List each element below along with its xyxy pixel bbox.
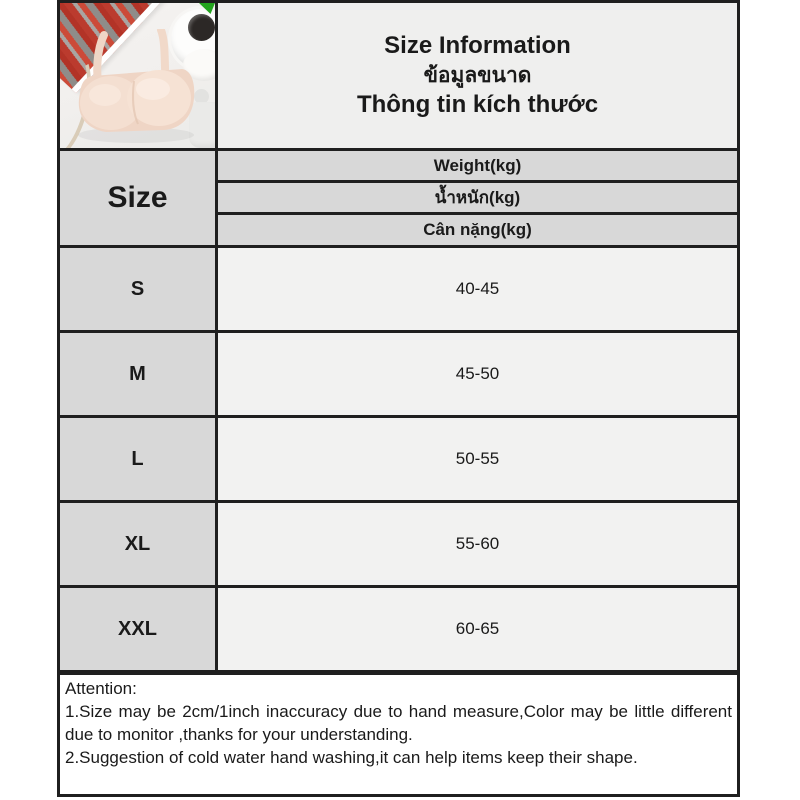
weight-value-xl: 55-60 — [217, 502, 739, 587]
bra-product-photo — [60, 3, 215, 148]
bra-illustration — [60, 29, 212, 148]
size-table — [57, 0, 740, 673]
product-photo-cell — [59, 2, 217, 150]
table-row — [59, 247, 739, 332]
size-label-l: L — [59, 417, 217, 502]
weight-header-th: น้ำหนัก(kg) — [217, 182, 739, 214]
table-row — [59, 332, 739, 417]
table-row — [59, 587, 739, 672]
attention-note-2: 2.Suggestion of cold water hand washing,it can help items keep their shape. — [65, 748, 638, 767]
title-vietnamese: Thông tin kích thước — [356, 91, 599, 118]
weight-value-m: 45-50 — [217, 332, 739, 417]
table-row — [59, 417, 739, 502]
weight-header-en: Weight(kg) — [217, 150, 739, 182]
table-row — [59, 502, 739, 587]
title-english: Size Information — [384, 32, 571, 59]
size-label-xl: XL — [59, 502, 217, 587]
size-column-header: Size — [59, 150, 217, 247]
weight-value-s: 40-45 — [217, 247, 739, 332]
attention-heading: Attention: — [65, 679, 137, 698]
title-cell — [217, 2, 739, 150]
title-thai: ข้อมูลขนาด — [423, 64, 532, 87]
size-label-xxl: XXL — [59, 587, 217, 672]
weight-value-xxl: 60-65 — [217, 587, 739, 672]
attention-box — [57, 672, 740, 797]
weight-header-vi: Cân nặng(kg) — [217, 214, 739, 247]
size-label-m: M — [59, 332, 217, 417]
size-label-s: S — [59, 247, 217, 332]
weight-value-l: 50-55 — [217, 417, 739, 502]
attention-note-1: 1.Size may be 2cm/1inch inaccuracy due to hand measure,Color may be little different due to monitor ,thanks for your understanding. — [65, 702, 732, 744]
